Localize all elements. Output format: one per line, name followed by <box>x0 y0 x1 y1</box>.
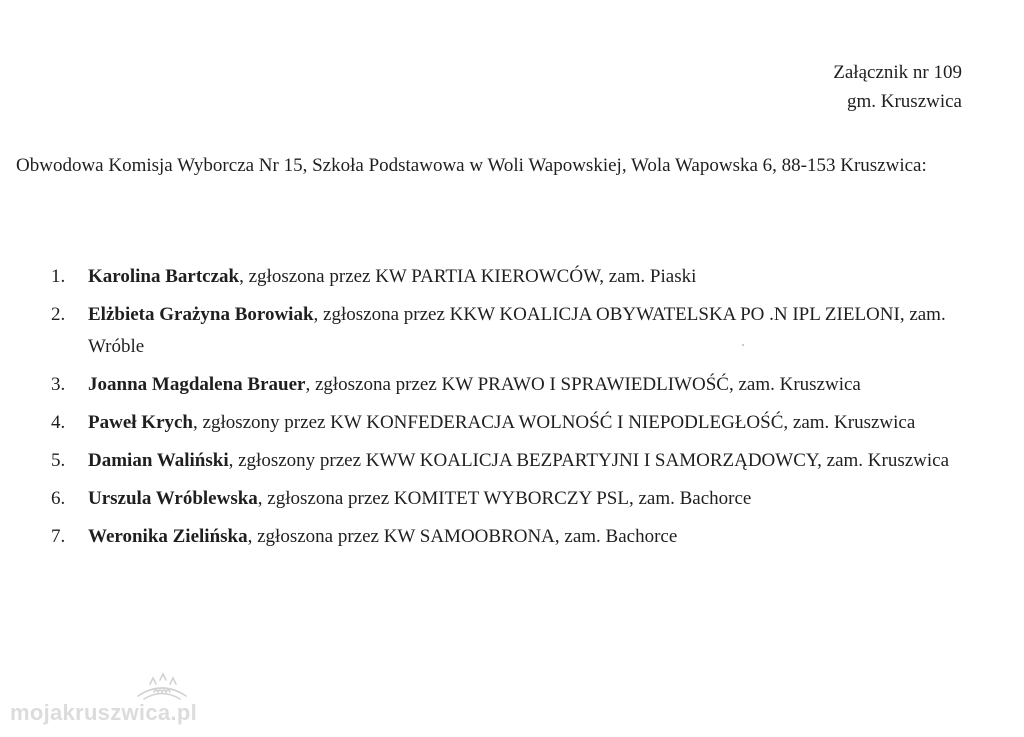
member-name: Damian Waliński <box>88 450 229 471</box>
member-item <box>40 407 970 439</box>
ornament-logo-icon <box>132 672 192 702</box>
attachment-number: Załącznik nr 109 <box>833 62 962 83</box>
scan-speck <box>742 344 744 346</box>
member-name: Urszula Wróblewska <box>88 488 258 509</box>
member-number: 1. <box>51 266 66 287</box>
member-number: 2. <box>51 304 66 325</box>
member-details: , zgłoszona przez KW PRAWO I SPRAWIEDLIWOŚĆ, zam. Kruszwica <box>305 374 861 395</box>
member-details: , zgłoszony przez KWW KOALICJA BEZPARTYJNI I SAMORZĄDOWCY, zam. Kruszwica <box>228 450 950 471</box>
member-number: 5. <box>51 450 66 471</box>
member-name: Paweł Krych <box>88 412 194 433</box>
watermark <box>10 670 210 730</box>
attachment-header <box>833 58 962 116</box>
member-item <box>40 521 970 553</box>
member-name: Karolina Bartczak <box>88 266 240 287</box>
watermark-text: mojakruszwica.pl <box>10 700 197 725</box>
member-details: , zgłoszona przez KKW KOALICJA OBYWATELSKA PO .N IPL ZIELONI, zam. Wróble <box>88 304 946 357</box>
member-item <box>40 445 970 477</box>
member-number: 4. <box>51 412 66 433</box>
member-item <box>40 299 970 363</box>
member-name: Joanna Magdalena Brauer <box>88 374 306 395</box>
members-list <box>40 261 970 559</box>
member-number: 7. <box>51 526 66 547</box>
member-details: , zgłoszona przez KW PARTIA KIEROWCÓW, zam. Piaski <box>239 266 697 287</box>
member-item <box>40 369 970 401</box>
member-details: , zgłoszona przez KOMITET WYBORCZY PSL, zam. Bachorce <box>257 488 752 509</box>
member-item <box>40 261 970 293</box>
member-details: , zgłoszona przez KW SAMOOBRONA, zam. Bachorce <box>247 526 678 547</box>
attachment-municipality: gm. Kruszwica <box>846 91 962 112</box>
member-number: 3. <box>51 374 66 395</box>
member-name: Elżbieta Grażyna Borowiak <box>88 304 314 325</box>
commission-description: Obwodowa Komisja Wyborcza Nr 15, Szkoła Podstawowa w Woli Wapowskiej, Wola Wapowska 6, 88-153 Kruszwica: <box>16 155 927 176</box>
member-number: 6. <box>51 488 66 509</box>
member-details: , zgłoszony przez KW KONFEDERACJA WOLNOŚĆ I NIEPODLEGŁOŚĆ, zam. Kruszwica <box>193 412 916 433</box>
member-item <box>40 483 970 515</box>
member-name: Weronika Zielińska <box>88 526 248 547</box>
